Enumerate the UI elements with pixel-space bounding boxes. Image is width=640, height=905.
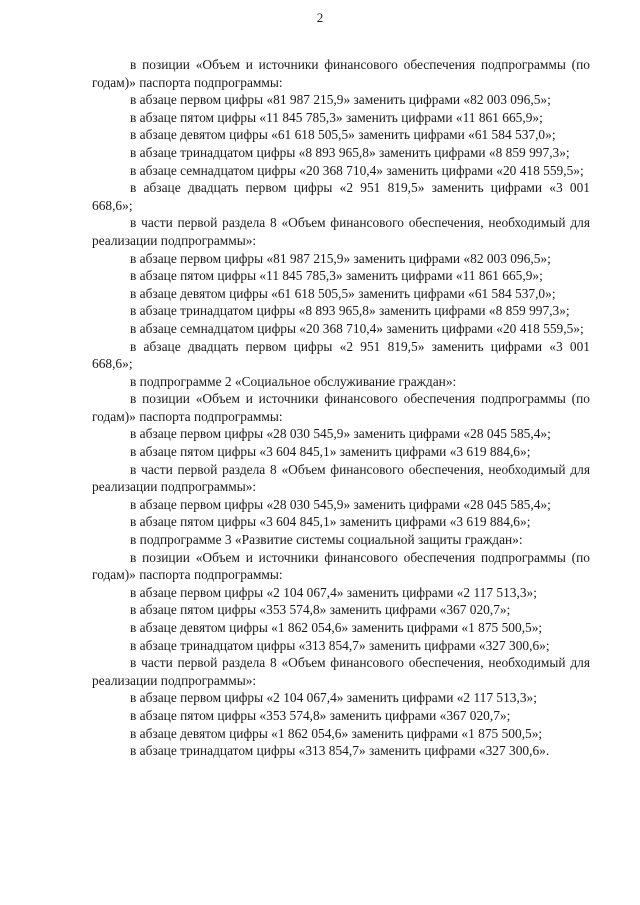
paragraph: в абзаце тринадцатом цифры «8 893 965,8» заменить цифрами «8 859 997,3»;	[130, 144, 570, 160]
paragraph: в абзаце тринадцатом цифры «8 893 965,8» заменить цифрами «8 859 997,3»;	[130, 303, 570, 319]
paragraph: в абзаце первом цифры «81 987 215,9» заменить цифрами «82 003 096,5»;	[130, 92, 551, 108]
paragraph: в части первой раздела 8 «Объем финансового обеспечения, необходимый для реализации подпрограммы»:	[92, 461, 590, 495]
paragraph: в абзаце семнадцатом цифры «20 368 710,4» заменить цифрами «20 418 559,5»;	[130, 320, 584, 336]
page-number: 2	[316, 10, 324, 25]
paragraph: в абзаце пятом цифры «353 574,8» заменить цифрами «367 020,7»;	[130, 707, 511, 723]
paragraph: в абзаце первом цифры «2 104 067,4» заменить цифрами «2 117 513,3»;	[130, 584, 537, 600]
paragraph: в части первой раздела 8 «Объем финансового обеспечения, необходимый для реализации подпрограммы»:	[92, 215, 590, 248]
document-body	[92, 56, 590, 760]
paragraph: в абзаце пятом цифры «353 574,8» заменить цифрами «367 020,7»;	[130, 602, 511, 618]
paragraph: в подпрограмме 3 «Развитие системы социальной защиты граждан»:	[130, 532, 523, 548]
paragraph: в абзаце девятом цифры «1 862 054,6» заменить цифрами «1 875 500,5»;	[130, 725, 543, 741]
paragraph: в позиции «Объем и источники финансового обеспечения подпрограммы (по годам)» паспорта подпрограммы:	[92, 391, 590, 424]
paragraph: в абзаце пятом цифры «3 604 845,1» заменить цифрами «3 619 884,6»;	[130, 514, 531, 530]
paragraph: в части первой раздела 8 «Объем финансового обеспечения, необходимый для реализации подпрограммы»:	[92, 655, 590, 688]
paragraph: в абзаце первом цифры «28 030 545,9» заменить цифрами «28 045 585,4»;	[130, 426, 551, 442]
paragraph: в позиции «Объем и источники финансового обеспечения подпрограммы (по годам)» паспорта подпрограммы:	[92, 549, 590, 583]
paragraph: в абзаце пятом цифры «3 604 845,1» заменить цифрами «3 619 884,6»;	[130, 444, 531, 460]
paragraph: в абзаце первом цифры «81 987 215,9» заменить цифрами «82 003 096,5»;	[130, 250, 551, 266]
paragraph: в подпрограмме 2 «Социальное обслуживание граждан»:	[130, 373, 457, 389]
paragraph: в абзаце девятом цифры «1 862 054,6» заменить цифрами «1 875 500,5»;	[130, 620, 543, 635]
paragraph: в абзаце девятом цифры «61 618 505,5» заменить цифрами «61 584 537,0»;	[130, 285, 556, 301]
paragraph: в абзаце девятом цифры «61 618 505,5» заменить цифрами «61 584 537,0»;	[130, 127, 556, 143]
paragraph: в позиции «Объем и источники финансового обеспечения подпрограммы (по годам)» паспорта подпрограммы:	[92, 57, 590, 90]
paragraph: в абзаце тринадцатом цифры «313 854,7» заменить цифрами «327 300,6».	[130, 743, 550, 759]
paragraph: в абзаце двадцать первом цифры «2 951 819,5» заменить цифрами «3 001 668,6»;	[92, 338, 590, 372]
paragraph: в абзаце пятом цифры «11 845 785,3» заменить цифрами «11 861 665,9»;	[130, 268, 543, 284]
paragraph: в абзаце двадцать первом цифры «2 951 819,5» заменить цифрами «3 001 668,6»;	[92, 180, 590, 213]
paragraph: в абзаце тринадцатом цифры «313 854,7» заменить цифрами «327 300,6»;	[130, 637, 550, 653]
paragraph: в абзаце первом цифры «2 104 067,4» заменить цифрами «2 117 513,3»;	[130, 690, 537, 706]
paragraph: в абзаце первом цифры «28 030 545,9» заменить цифрами «28 045 585,4»;	[130, 496, 551, 512]
paragraph: в абзаце пятом цифры «11 845 785,3» заменить цифрами «11 861 665,9»;	[130, 109, 543, 125]
paragraph: в абзаце семнадцатом цифры «20 368 710,4» заменить цифрами «20 418 559,5»;	[130, 162, 584, 178]
